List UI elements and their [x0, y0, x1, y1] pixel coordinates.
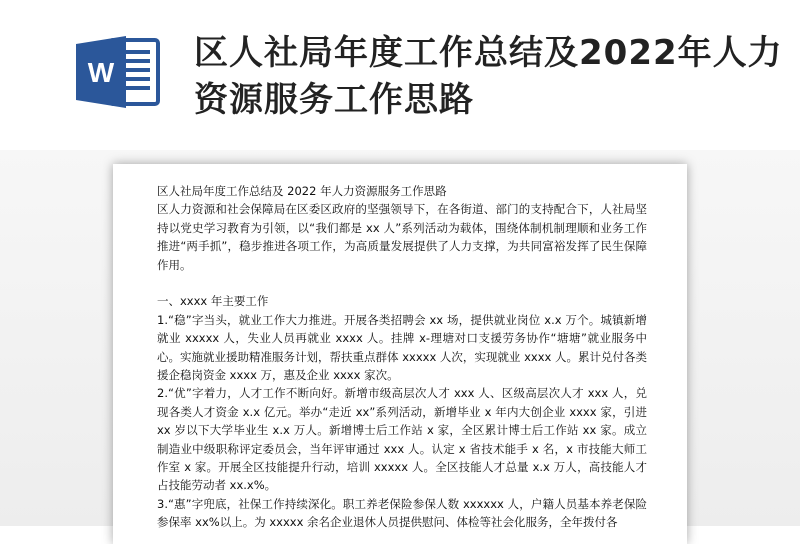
- section-heading: 一、xxxx 年主要工作: [157, 294, 269, 309]
- page-title: 区人社局年度工作总结及2022年人力资源服务工作思路: [194, 33, 783, 120]
- svg-text:W: W: [87, 57, 115, 88]
- header-banner: [0, 0, 800, 150]
- word-icon: [74, 34, 166, 110]
- document-body: [157, 182, 647, 532]
- document-title-line: 区人社局年度工作总结及 2022 年人力资源服务工作思路: [157, 184, 447, 198]
- document-page: [113, 164, 687, 544]
- document-paragraph: 3.“惠”字兜底，社保工作持续深化。职工养老保险参保人数 xxxxxx 人，户籍人员基本养老保险参保率 xx%以上。为 xxxxx 余名企业退休人员提供慰问、体检等社会化服务，全年拨付各: [157, 496, 647, 530]
- document-paragraph: 2.“优”字着力，人才工作不断向好。新增市级高层次人才 xxx 人、区级高层次人才 xxx 人，兑现各类人才资金 x.x 亿元。举办“走近 xx”系列活动，新增毕业 x 年内大创企业 xxxx 家，引进 xx 岁以下大学毕业生 x.x 万人。新增博士后工作站 x 家，全区累计博士后工作站 xx 家。成立制造业中级职称评定委员会，当年评审通过 xxx 人。认定 x 省技术能手 x 名，x 市技能大师工作室 x 家。开展全区技能提升行动，培训 xxxxx 人。全区技能人才总量 x.x 万人，高技能人才占技能劳动者 xx.x%。: [157, 386, 647, 493]
- blank-line: [157, 274, 647, 292]
- document-paragraph: 区人力资源和社会保障局在区委区政府的坚强领导下，在各街道、部门的支持配合下，人社局坚持以党史学习教育为引领，以“我们都是 xx 人”系列活动为载体，围绕体制机制理顺和业务工作推进“两手抓”，稳步推进各项工作，为高质量发展提供了人力支撑，为共同富裕发挥了民生保障作用。: [157, 202, 647, 272]
- document-paragraph: 1.“稳”字当头，就业工作大力推进。开展各类招聘会 xx 场，提供就业岗位 x.x 万个。城镇新增就业 xxxxx 人，失业人员再就业 xxxx 人。挂牌 x-理塘对口支援劳务协作“塘塘”就业服务中心。实施就业援助精准服务计划，帮扶重点群体 xxxxx 人次，实现就业 xxxx 人。累计兑付各类援企稳岗资金 xxxx 万，惠及企业 xxxx 家次。: [157, 312, 647, 383]
